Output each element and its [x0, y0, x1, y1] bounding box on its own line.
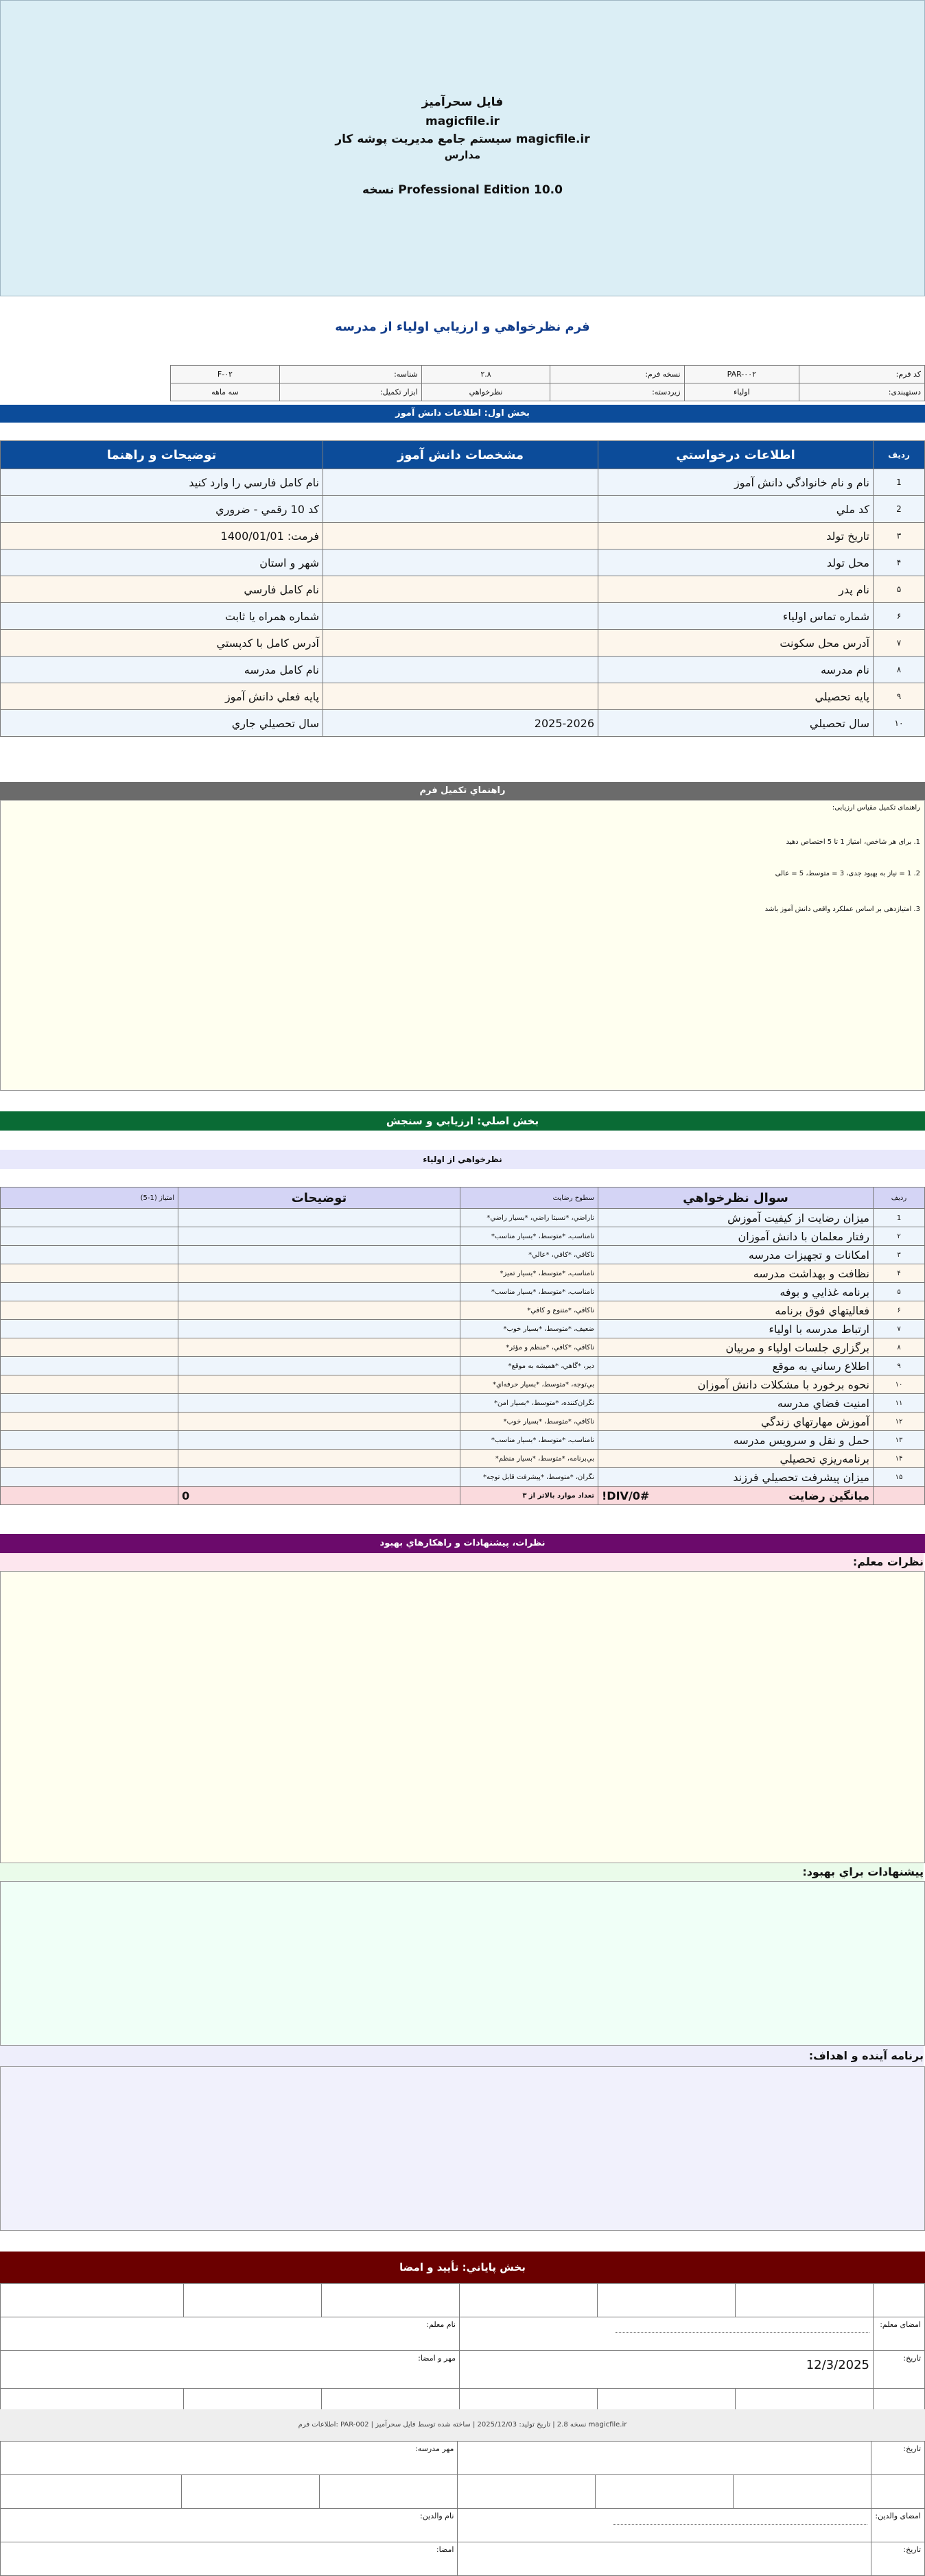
table-row	[1, 1264, 925, 1283]
question: ارتباط مدرسه با اولياء	[598, 1320, 874, 1338]
count-label: تعداد موارد بالاتر از ۳	[460, 1487, 598, 1505]
row-value-input[interactable]	[323, 469, 598, 496]
notes-input[interactable]	[178, 1246, 460, 1264]
row-value-input[interactable]	[323, 630, 598, 657]
form-title: فرم نظرخواهي و ارزيابي اولياء از مدرسه	[335, 320, 590, 334]
question: امنيت فضاي مدرسه	[598, 1394, 874, 1413]
levels: نامناسب، *متوسط، *بسيار مناسب*	[460, 1283, 598, 1301]
section1-bar: بخش اول: اطلاعات دانش آموز	[0, 405, 925, 423]
student-info-table	[0, 440, 925, 737]
score-input[interactable]	[1, 1320, 178, 1338]
meta-value[interactable]: نظرخواهي	[421, 383, 550, 401]
meta-label: نسخه فرم:	[550, 366, 684, 383]
table-row	[1, 469, 925, 496]
table-row	[1, 576, 925, 603]
levels: ناکافي، *کافي، *منظم و مؤثر*	[460, 1338, 598, 1357]
score-input[interactable]	[1, 1394, 178, 1413]
col-row-number: رديف	[874, 1187, 925, 1209]
row-value-input[interactable]	[323, 576, 598, 603]
row-hint: آدرس کامل با کدپستي	[1, 630, 323, 657]
meta-label: شناسه:	[279, 366, 421, 383]
table-row	[1, 1246, 925, 1264]
sig-line	[613, 2524, 867, 2525]
suggestions-label: پيشنهادات براي بهبود:	[0, 1863, 924, 1881]
meta-label: ابزار تکمیل:	[279, 383, 421, 401]
app-header	[0, 0, 925, 296]
header-line-2: magicfile.ir	[425, 115, 500, 128]
score-input[interactable]	[1, 1246, 178, 1264]
final-section-bar: بخش پاياني: تأييد و امضا	[0, 2252, 925, 2283]
row-number: ۷	[874, 1320, 925, 1338]
table-row	[1, 1357, 925, 1375]
row-label: کد ملي	[598, 496, 874, 523]
avg-spacer	[874, 1487, 925, 1505]
row-number: ۱۱	[874, 1394, 925, 1413]
row-hint: پايه فعلي دانش آموز	[1, 683, 323, 710]
levels: دير، *گاهي، *هميشه به موقع*	[460, 1357, 598, 1375]
notes-input[interactable]	[178, 1450, 460, 1468]
row-number: ۳	[874, 1246, 925, 1264]
row-number: ۱۵	[874, 1468, 925, 1487]
notes-input[interactable]	[178, 1301, 460, 1320]
notes-input[interactable]	[178, 1209, 460, 1227]
notes-input[interactable]	[178, 1431, 460, 1450]
row-value-input[interactable]	[323, 523, 598, 550]
row-hint: نام کامل فارسي را وارد کنيد	[1, 469, 323, 496]
guide-line: راهنمای تکمیل مقیاس ارزیابی:	[832, 804, 920, 812]
guide-line: 3. امتیازدهی بر اساس عملکرد واقعی دانش آموز باشد	[764, 906, 920, 913]
avg-value: #DIV/0!	[602, 1489, 650, 1502]
row-hint: نام کامل فارسي	[1, 576, 323, 603]
average-row	[1, 1487, 925, 1505]
parent-signature-table	[0, 2441, 925, 2576]
row-number: 1	[874, 469, 925, 496]
row-number: ۸	[874, 1338, 925, 1357]
comments-textarea[interactable]	[0, 1571, 925, 1863]
parent-sig-field[interactable]	[458, 2509, 871, 2542]
date-label: تاریخ:	[871, 2442, 925, 2475]
teacher-sig-field[interactable]	[460, 2317, 874, 2351]
question: برنامه‌ريزي تحصيلي	[598, 1450, 874, 1468]
table-row	[1, 1375, 925, 1394]
stamp-label: امضا:	[1, 2542, 458, 2576]
row-hint: شهر و استان	[1, 550, 323, 576]
question: آموزش مهارتهاي زندگي	[598, 1413, 874, 1431]
row-number: ۱۰	[874, 710, 925, 737]
row-number: 2	[874, 496, 925, 523]
question: امکانات و تجهيزات مدرسه	[598, 1246, 874, 1264]
form-meta-table	[170, 365, 925, 401]
table-row	[1, 1301, 925, 1320]
comments-bar: نظرات، پيشنهادات و راهکارهاي بهبود	[0, 1534, 925, 1553]
notes-input[interactable]	[178, 1468, 460, 1487]
row-number: ۴	[874, 550, 925, 576]
future-label: برنامه آينده و اهداف:	[0, 2046, 924, 2066]
score-input[interactable]	[1, 1431, 178, 1450]
levels: ناکافي، *متنوع و کافي*	[460, 1301, 598, 1320]
row-label: نام پدر	[598, 576, 874, 603]
levels: نامناسب، *متوسط، *بسيار مناسب*	[460, 1431, 598, 1450]
row-value-input[interactable]	[323, 550, 598, 576]
table-row	[1, 1450, 925, 1468]
row-label: سال تحصيلي	[598, 710, 874, 737]
table-row	[1, 496, 925, 523]
col-row-number: رديف	[874, 441, 925, 469]
levels: ناکافي، *کافي، *عالي*	[460, 1246, 598, 1264]
table-row	[1, 630, 925, 657]
avg-label	[598, 1487, 874, 1505]
row-label: محل تولد	[598, 550, 874, 576]
table-row	[1, 1431, 925, 1450]
col-levels: سطوح رضايت	[460, 1187, 598, 1209]
score-input[interactable]	[1, 1227, 178, 1246]
col-score: امتياز (1-5)	[1, 1187, 178, 1209]
comments-label: نظرات معلم:	[0, 1553, 924, 1571]
header-line-4: مدارس	[444, 149, 481, 161]
question: نحوه برخورد با مشکلات دانش آموزان	[598, 1375, 874, 1394]
row-number: ۶	[874, 1301, 925, 1320]
row-number: ۵	[874, 1283, 925, 1301]
levels: نامناسب، *متوسط، *بسيار تميز*	[460, 1264, 598, 1283]
header-version: نسخه Professional Edition 10.0	[362, 183, 563, 197]
guide-line: 2. 1 = نیاز به بهبود جدی، 3 = متوسط، 5 = عالی	[775, 870, 920, 877]
col-requested-info: اطلاعات درخواستي	[598, 441, 874, 469]
table-row	[1, 710, 925, 737]
row-value-input[interactable]	[323, 603, 598, 630]
score-input[interactable]	[1, 1375, 178, 1394]
col-question: سوال نظرخواهي	[598, 1187, 874, 1209]
table-row	[1, 1394, 925, 1413]
main-section-bar: بخش اصلي: ارزيابي و سنجش	[0, 1111, 925, 1131]
table-row	[1, 603, 925, 630]
row-number: ۴	[874, 1264, 925, 1283]
row-number: ۱۳	[874, 1431, 925, 1450]
question: رفتار معلمان با دانش آموزان	[598, 1227, 874, 1246]
meta-value[interactable]: ۲.۸	[421, 366, 550, 383]
guide-title-bar: راهنماي تکميل فرم	[0, 782, 925, 800]
meta-value[interactable]: PAR-۰۰۲	[684, 366, 799, 383]
row-number: ۹	[874, 1357, 925, 1375]
future-textarea[interactable]	[0, 2066, 925, 2231]
question: برنامه غذايي و بوفه	[598, 1283, 874, 1301]
notes-input[interactable]	[178, 1375, 460, 1394]
score-input[interactable]	[1, 1468, 178, 1487]
row-number: ۶	[874, 603, 925, 630]
row-number: ۲	[874, 1227, 925, 1246]
notes-input[interactable]	[178, 1338, 460, 1357]
table-row	[1, 523, 925, 550]
footer-info: اطلاعات فرم: PAR-002 | نسخه 2.8 | تاریخ تولید: 2025/12/03 | ساخته شده توسط فایل سحرآمیز magicfile.ir	[0, 2409, 925, 2441]
row-value-input[interactable]	[323, 657, 598, 683]
row-label: تاريخ تولد	[598, 523, 874, 550]
score-input[interactable]	[1, 1301, 178, 1320]
levels: بي‌برنامه، *متوسط، *بسيار منظم*	[460, 1450, 598, 1468]
teacher-sig-label: امضای معلم:	[874, 2317, 925, 2351]
table-row	[1, 1209, 925, 1227]
parent-name-label: نام والدین:	[1, 2509, 458, 2542]
question: برگزاري جلسات اولياء و مربيان	[598, 1338, 874, 1357]
row-number: ۱۲	[874, 1413, 925, 1431]
table-row	[1, 683, 925, 710]
stamp-label: مهر و امضا:	[1, 2351, 460, 2389]
meta-label: دستهبندی:	[799, 383, 925, 401]
score-input[interactable]	[1, 1357, 178, 1375]
row-number: ۱۴	[874, 1450, 925, 1468]
row-value-input[interactable]	[323, 496, 598, 523]
avg-label-text: ميانگين رضايت	[788, 1489, 869, 1502]
levels: نامناسب، *متوسط، *بسيار مناسب*	[460, 1227, 598, 1246]
meta-value[interactable]: اولياء	[684, 383, 799, 401]
table-row	[1, 1338, 925, 1357]
row-number: ۱۰	[874, 1375, 925, 1394]
row-label: پايه تحصيلي	[598, 683, 874, 710]
row-number: ۵	[874, 576, 925, 603]
row-hint: سال تحصيلي جاري	[1, 710, 323, 737]
score-input[interactable]	[1, 1450, 178, 1468]
col-hints: توضيحات و راهنما	[1, 441, 323, 469]
row-label: شماره تماس اولياء	[598, 603, 874, 630]
notes-input[interactable]	[178, 1264, 460, 1283]
notes-input[interactable]	[178, 1227, 460, 1246]
levels: ضعيف، *متوسط، *بسيار خوب*	[460, 1320, 598, 1338]
score-input[interactable]	[1, 1283, 178, 1301]
date-field[interactable]	[458, 2542, 871, 2576]
date-value[interactable]: 12/3/2025	[460, 2351, 874, 2389]
row-value-input[interactable]: 2025-2026	[323, 710, 598, 737]
meta-label: کد فرم:	[799, 366, 925, 383]
row-value-input[interactable]	[323, 683, 598, 710]
sig-line	[616, 2332, 869, 2333]
score-input[interactable]	[1, 1209, 178, 1227]
score-input[interactable]	[1, 1338, 178, 1357]
notes-input[interactable]	[178, 1283, 460, 1301]
date-label: تاریخ:	[874, 2351, 925, 2389]
levels: ناراضي، *نسبتا راضي، *بسيار راضي*	[460, 1209, 598, 1227]
question: ميزان رضايت از کيفيت آموزش	[598, 1209, 874, 1227]
teacher-name-label: نام معلم:	[1, 2317, 460, 2351]
row-hint: کد 10 رقمي - ضروري	[1, 496, 323, 523]
col-notes: توضيحات	[178, 1187, 460, 1209]
suggestions-textarea[interactable]	[0, 1881, 925, 2046]
meta-value[interactable]: سه ماهه	[171, 383, 280, 401]
row-number: ۹	[874, 683, 925, 710]
score-input[interactable]	[1, 1413, 178, 1431]
row-number: ۸	[874, 657, 925, 683]
table-row	[1, 550, 925, 576]
question: اطلاع رساني به موقع	[598, 1357, 874, 1375]
sub-section-bar: نظرخواهي از اولياء	[0, 1150, 925, 1169]
question: حمل و نقل و سرويس مدرسه	[598, 1431, 874, 1450]
row-hint: نام کامل مدرسه	[1, 657, 323, 683]
question: نظافت و بهداشت مدرسه	[598, 1264, 874, 1283]
row-number: 1	[874, 1209, 925, 1227]
row-number: ۳	[874, 523, 925, 550]
table-row	[1, 1283, 925, 1301]
table-row	[1, 1413, 925, 1431]
meta-label: زیردسته:	[550, 383, 684, 401]
table-row	[1, 1320, 925, 1338]
question: فعاليتهاي فوق برنامه	[598, 1301, 874, 1320]
levels: نگران، *متوسط، *پيشرفت قابل توجه*	[460, 1468, 598, 1487]
avg-empty	[1, 1487, 178, 1505]
notes-input[interactable]	[178, 1394, 460, 1413]
guide-box	[0, 800, 925, 1091]
row-hint: فرمت: 1400/01/01	[1, 523, 323, 550]
parent-sig-label: امضای والدین:	[871, 2509, 925, 2542]
levels: بي‌توجه، *متوسط، *بسيار حرفه‌اي*	[460, 1375, 598, 1394]
header-line-1: فایل سحرآمیز	[421, 95, 504, 109]
table-row	[1, 657, 925, 683]
date-field[interactable]	[458, 2442, 871, 2475]
row-number: ۷	[874, 630, 925, 657]
count-value: 0	[178, 1487, 460, 1505]
table-row	[1, 1227, 925, 1246]
meta-value[interactable]: F-۰۲	[171, 366, 280, 383]
notes-input[interactable]	[178, 1357, 460, 1375]
row-label: نام مدرسه	[598, 657, 874, 683]
row-hint: شماره همراه يا ثابت	[1, 603, 323, 630]
table-row	[1, 1468, 925, 1487]
date-label: تاریخ:	[871, 2542, 925, 2576]
school-stamp-label: مهر مدرسه:	[1, 2442, 458, 2475]
levels: نگران‌کننده، *متوسط، *بسيار امن*	[460, 1394, 598, 1413]
col-student-details: مشخصات دانش آموز	[323, 441, 598, 469]
header-line-3: سیستم جامع مدیریت پوشه کار magicfile.ir	[335, 132, 590, 146]
score-input[interactable]	[1, 1264, 178, 1283]
notes-input[interactable]	[178, 1413, 460, 1431]
question: ميزان پيشرفت تحصيلي فرزند	[598, 1468, 874, 1487]
levels: ناکافي، *متوسط، *بسيار خوب*	[460, 1413, 598, 1431]
notes-input[interactable]	[178, 1320, 460, 1338]
row-label: نام و نام خانوادگي دانش آموز	[598, 469, 874, 496]
signature-table	[0, 2283, 925, 2422]
survey-table	[0, 1187, 925, 1505]
guide-line: 1. برای هر شاخص، امتیاز 1 تا 5 اختصاص دهید	[786, 838, 920, 846]
row-label: آدرس محل سکونت	[598, 630, 874, 657]
